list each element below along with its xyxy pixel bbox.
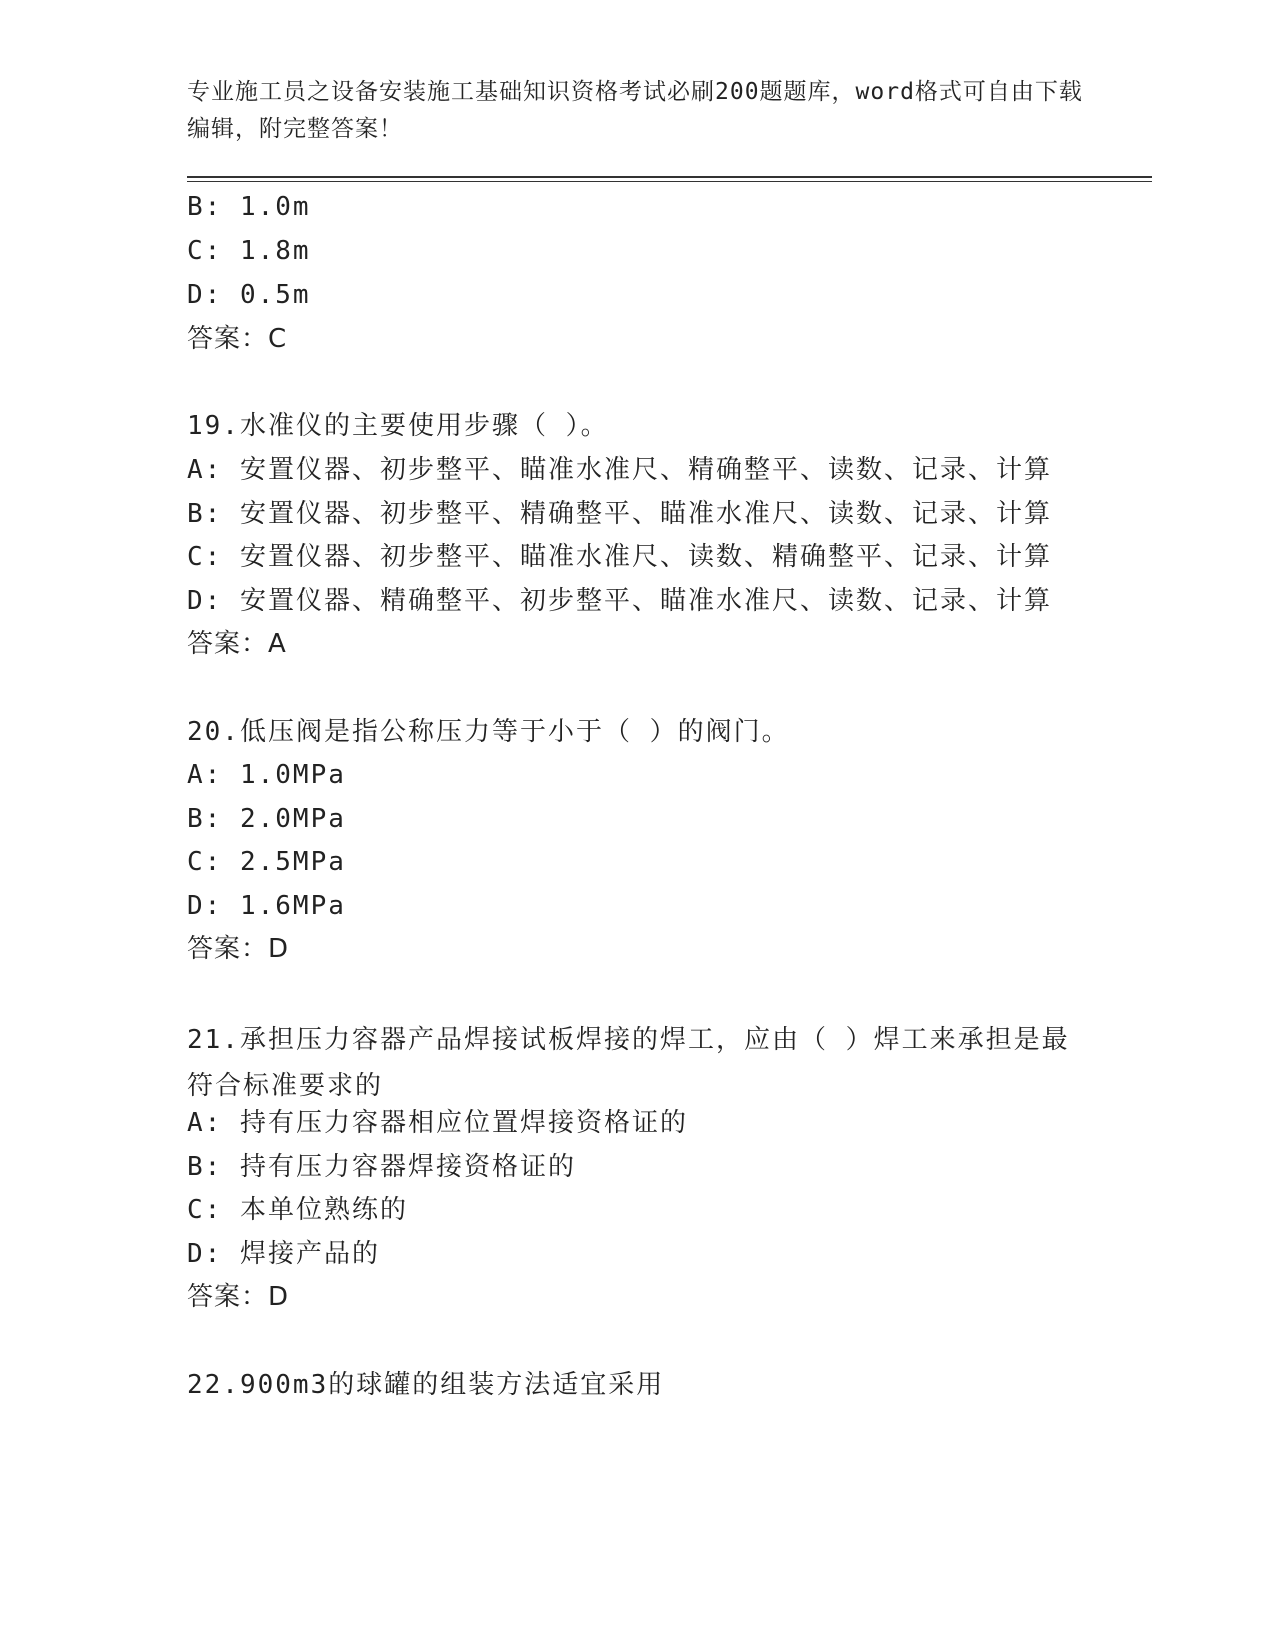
option-b: B: 2.0MPa (187, 804, 346, 834)
option-b: B: 安置仪器、初步整平、精确整平、瞄准水准尺、读数、记录、计算 (187, 499, 1052, 529)
option-d: D: 安置仪器、精确整平、初步整平、瞄准水准尺、读数、记录、计算 (187, 586, 1052, 616)
option-c: C: 2.5MPa (187, 847, 346, 877)
option-c: C: 本单位熟练的 (187, 1195, 408, 1225)
option-c: C: 安置仪器、初步整平、瞄准水准尺、读数、精确整平、记录、计算 (187, 542, 1052, 572)
option-a: A: 持有压力容器相应位置焊接资格证的 (187, 1108, 688, 1138)
answer: 答案：C (187, 324, 288, 354)
header-divider (187, 176, 1152, 182)
question-19: 19.水准仪的主要使用步骤（ ）。 (187, 411, 609, 441)
option-b: B: 持有压力容器焊接资格证的 (187, 1152, 576, 1182)
option-b: B: 1.0m (187, 192, 311, 222)
answer: 答案：D (187, 1282, 290, 1312)
question-21: 21.承担压力容器产品焊接试板焊接的焊工，应由（ ）焊工来承担是最符合标准要求的 (187, 1025, 1070, 1101)
option-d: D: 焊接产品的 (187, 1239, 380, 1269)
answer: 答案：A (187, 629, 287, 659)
question-20: 20.低压阀是指公称压力等于小于（ ）的阀门。 (187, 717, 790, 747)
question-22: 22.900m3的球罐的组装方法适宜采用 (187, 1370, 665, 1400)
option-d: D: 0.5m (187, 280, 311, 310)
option-a: A: 1.0MPa (187, 760, 346, 790)
option-d: D: 1.6MPa (187, 891, 346, 921)
document-header: 专业施工员之设备安装施工基础知识资格考试必刷200题题库，word格式可自由下载编辑，附完整答案！ (187, 79, 1083, 142)
answer: 答案：D (187, 934, 290, 964)
option-a: A: 安置仪器、初步整平、瞄准水准尺、精确整平、读数、记录、计算 (187, 455, 1052, 485)
option-c: C: 1.8m (187, 236, 311, 266)
